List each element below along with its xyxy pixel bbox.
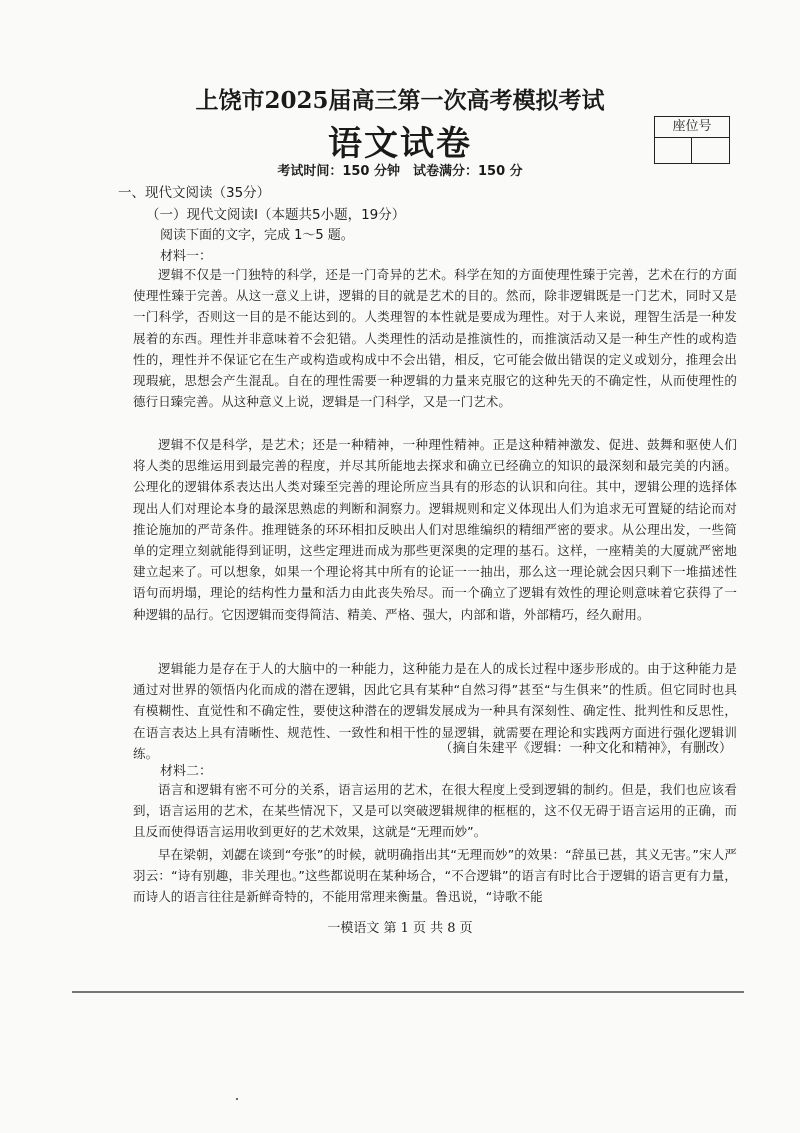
material1-label: 材料一： [160, 249, 213, 264]
material2-paragraph: 早在梁朝，刘勰在谈到“夸张”的时候，就明确指出其“无理而妙”的效果：“辞虽已甚，其义无害。”宋人严羽云：“诗有别趣，非关理也。”这些都说明在某种场合，“不合逻辑”的语言有时比合于逻辑的语言更有力量，而诗人的语言往往是新鲜奇特的，不能用常理来衡量。鲁迅说，“诗歌不能 [133, 847, 737, 905]
material1-source: （摘自朱建平《逻辑：一种文化和精神》，有删改） [439, 741, 732, 756]
material1-paragraph: 逻辑不仅是一门独特的科学，还是一门奇异的艺术。科学在知的方面使理性臻于完善，艺术在行的方面使理性臻于完善。从这一意义上讲，逻辑的目的就是艺术的目的。然而，除非逻辑既是一门艺术，同时又是一门科学，否则这一目的是不能达到的。人类理智的本性就是要成为理性。对于人来说，理智生活是一种发展着的东西。理性并非意味着不会犯错。人类理性的活动是推演性的，而推演活动又是一种生产性的或构造性的，理性并不保证它在生产或构造或构成中不会出错，相反，它可能会做出错误的定义或划分，推理会出现瑕疵，思想会产生混乱。自在的理性需要一种逻辑的力量来克服它的这种先天的不确定性，从而使理性的德行日臻完善。从这种意义上说，逻辑是一门科学，又是一门艺术。 [133, 267, 737, 410]
material1-paragraph: 逻辑不仅是科学，是艺术；还是一种精神，一种理性精神。正是这种精神激发、促进、鼓舞和驱使人们将人类的思维运用到最完善的程度，并尽其所能地去探求和确立已经确立的知识的最深刻和最完美的内涵。公理化的逻辑体系表达出人类对臻至完善的理论所应当具有的形态的认识和向往。其中，逻辑公理的选择体现出人们对理论本身的最深思熟虑的判断和洞察力。逻辑规则和定义体现出人们为追求无可置疑的结论而对推论施加的严苛条件。推理链条的环环相扣反映出人们对思维编织的精细严密的要求。从公理出发，一些简单的定理立刻就能得到证明，这些定理进而成为那些更深奥的定理的基石。这样，一座精美的大厦就严密地建立起来了。可以想象，如果一个理论将其中所有的论证一一抽出，那么这一理论就会因只剩下一堆描述性语句而坍塌，理论的结构性力量和活力由此丧失殆尽。而一个确立了逻辑有效性的理论则意味着它获得了一种逻辑的品行。它因逻辑而变得简洁、精美、严格、强大，内部和谐，外部精巧，经久耐用。 [133, 437, 737, 622]
material1-paragraph: 逻辑能力是存在于人的大脑中的一种能力，这种能力是在人的成长过程中逐步形成的。由于这种能力是通过对世界的领悟内化而成的潜在逻辑，因此它具有某种“自然习得”甚至“与生俱来”的性质。但它同时也具有模糊性、直觉性和不确定性，要使这种潜在的逻辑发展成为一种具有深刻性、确定性、批判性和反思性，在语言表达上具有清晰性、规范性、一致性和相干性的显逻辑，就需要在理论和实践两方面进行强化逻辑训练。 [133, 661, 737, 761]
exam-meta: 考试时间：150 分钟 试卷满分：150 分 [277, 164, 523, 179]
section-heading: 一、现代文阅读（35分） [118, 185, 271, 201]
scan-edge-line [72, 991, 744, 993]
scan-speck [236, 1098, 238, 1100]
subsection-heading: （一）现代文阅读Ⅰ（本题共5小题，19分） [146, 207, 406, 223]
page-footer: 一模语文 第 1 页 共 8 页 [327, 921, 473, 936]
seat-number-label: 座位号 [655, 117, 729, 138]
seat-number-box [654, 116, 730, 164]
reading-instruction: 阅读下面的文字，完成 1～5 题。 [160, 228, 354, 243]
subject-title: 语文试卷 [328, 124, 472, 164]
exam-title: 上饶市2025届高三第一次高考模拟考试 [195, 87, 605, 114]
material2-paragraph: 语言和逻辑有密不可分的关系，语言运用的艺术，在很大程度上受到逻辑的制约。但是，我们也应该看到，语言运用的艺术，在某些情况下，又是可以突破逻辑规律的框框的，这不仅无碍于语言运用的正确，而且反而使得语言运用收到更好的艺术效果，这就是“无理而妙”。 [133, 782, 737, 840]
material2-label: 材料二： [160, 764, 213, 779]
